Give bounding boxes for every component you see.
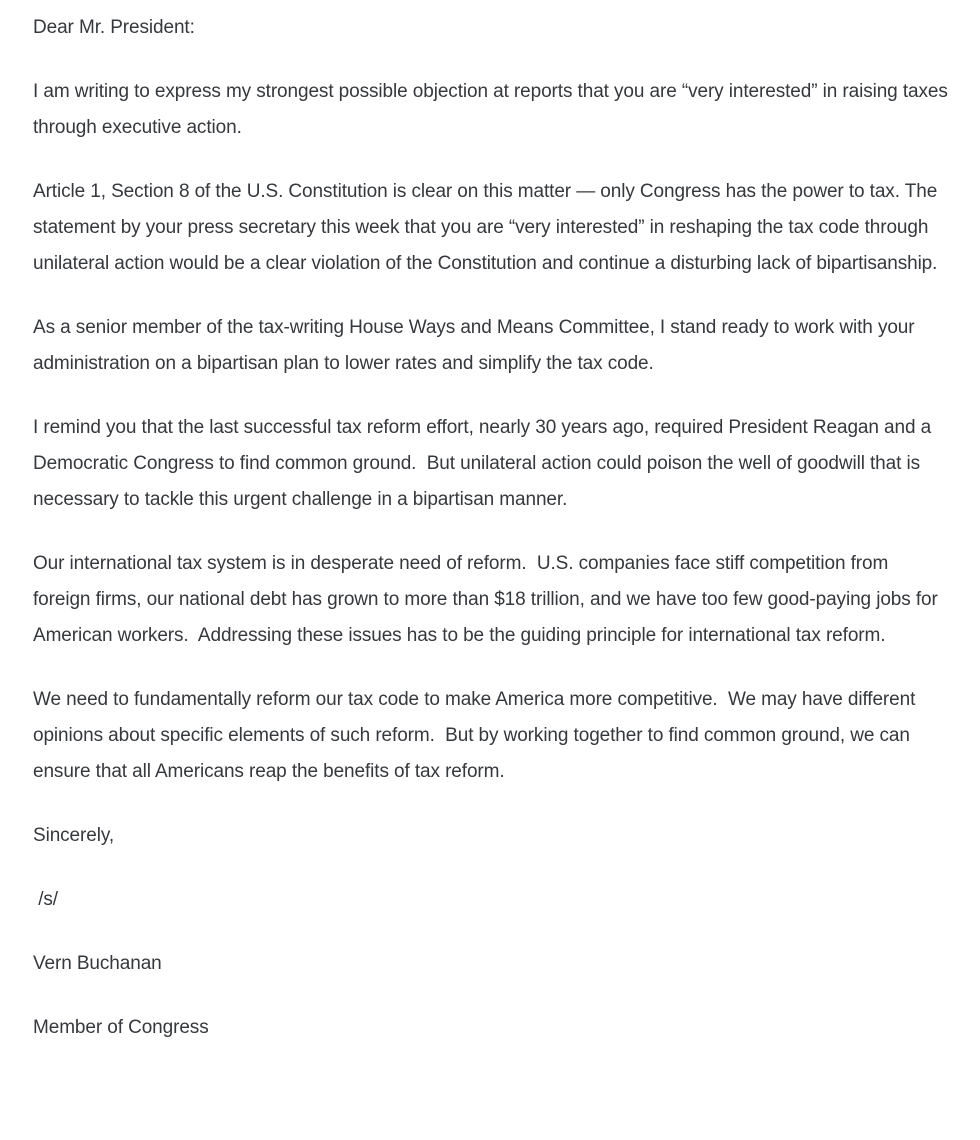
paragraph-reagan-reform: I remind you that the last successful tax reform effort, nearly 30 years ago, required President Reagan and a Democratic Congress to find common ground. But unilateral action could poison the well of goodwill that is necessary to tackle this urgent challenge in a bipartisan manner.	[33, 417, 937, 510]
paragraph-constitution: Article 1, Section 8 of the U.S. Constitution is clear on this matter — only Congress has the power to tax. The statement by your press secretary this week that you are “very interested” in reshaping the tax code through unilateral action would be a clear violation of the Constitution and continue a disturbing lack of bipartisanship.	[33, 181, 943, 274]
signature-mark: /s/	[33, 889, 58, 910]
paragraph-international-tax: Our international tax system is in desperate need of reform. U.S. companies face stiff competition from foreign firms, our national debt has grown to more than $18 trillion, and we have too few good-paying jobs for American workers. Addressing these issues has to be the guiding principle for international tax reform.	[33, 553, 942, 646]
signer-title: Member of Congress	[33, 1017, 209, 1038]
signer-name: Vern Buchanan	[33, 953, 162, 974]
salutation: Dear Mr. President:	[33, 17, 195, 38]
closing: Sincerely,	[33, 825, 115, 846]
paragraph-work-together: We need to fundamentally reform our tax code to make America more competitive. We may have different opinions about specific elements of such reform. But by working together to find common ground, we can ensure that all Americans reap the benefits of tax reform.	[33, 689, 921, 782]
paragraph-ways-and-means: As a senior member of the tax-writing House Ways and Means Committee, I stand ready to work with your administration on a bipartisan plan to lower rates and simplify the tax code.	[33, 317, 920, 374]
paragraph-objection: I am writing to express my strongest possible objection at reports that you are “very interested” in raising taxes through executive action.	[33, 81, 953, 138]
